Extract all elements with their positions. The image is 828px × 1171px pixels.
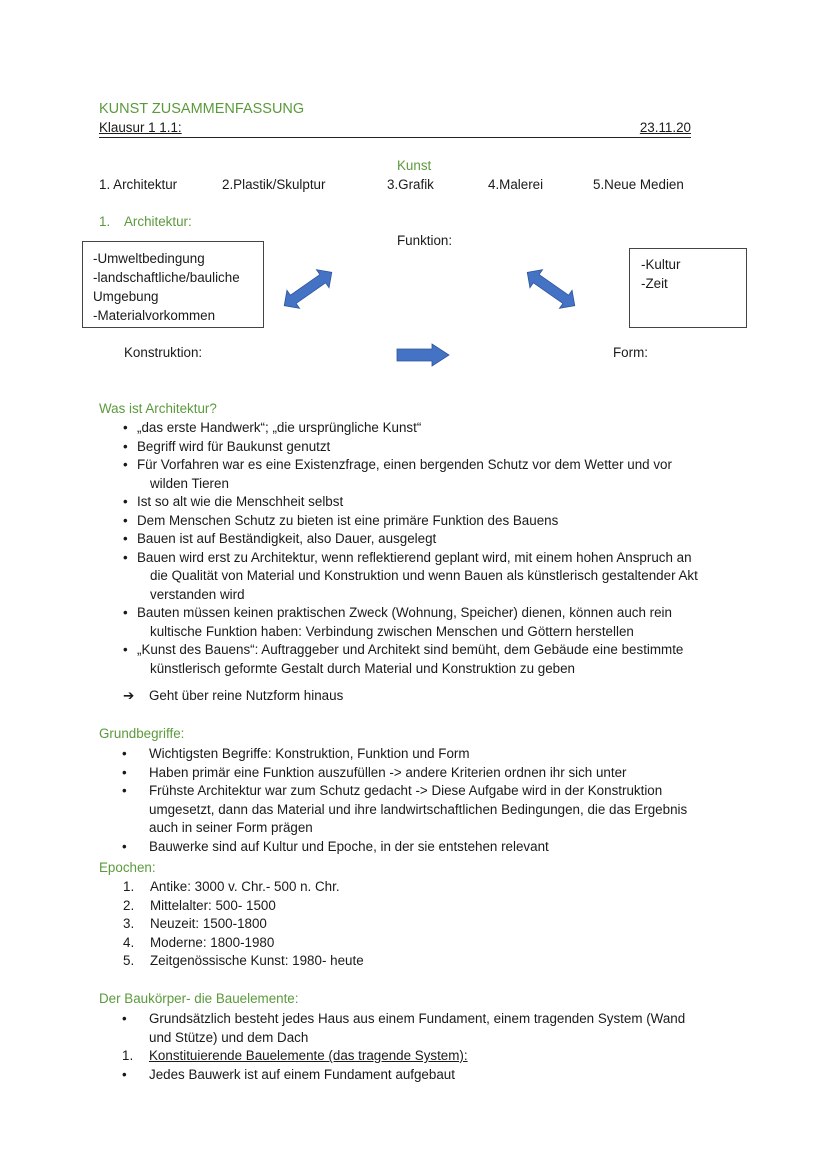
list-item: 3. Neuzeit: 1500-1800 xyxy=(123,916,267,931)
was-ist-list xyxy=(123,419,743,678)
funktion-label: Funktion: xyxy=(397,233,453,248)
factor-line: -Materialvorkommen xyxy=(93,308,216,323)
bullet-icon: • xyxy=(123,457,128,472)
list-item: 1. Antike: 3000 v. Chr.- 500 n. Chr. xyxy=(123,879,340,894)
category-plastik: 2.Plastik/Skulptur xyxy=(222,177,326,192)
double-arrow-icon xyxy=(280,266,336,312)
form-factors-box xyxy=(629,248,747,328)
list-item: • Grundsätzlich besteht jedes Haus aus einem Fundament, einem tragenden System (Wand und Stütze) und dem Dach xyxy=(122,1011,686,1045)
list-item: • Begriff wird für Baukunst genutzt xyxy=(123,438,743,457)
bullet-icon: • xyxy=(123,512,128,528)
bullet-icon: • xyxy=(122,746,127,761)
bullet-icon: • xyxy=(123,605,128,620)
epochen-heading: Epochen: xyxy=(99,860,156,875)
bullet-icon: • xyxy=(122,764,127,780)
list-item: • Ist so alt wie die Menschheit selbst xyxy=(123,493,743,512)
bullet-icon: • xyxy=(122,783,127,798)
form-label: Form: xyxy=(613,345,648,360)
list-item: • Für Vorfahren war es eine Existenzfrage, einen bergenden Schutz vor dem Wetter und vor wilden Tieren xyxy=(123,457,672,491)
document-title: KUNST ZUSAMMENFASSUNG xyxy=(99,101,305,117)
baukoerper-heading: Der Baukörper- die Bauelemente: xyxy=(99,991,299,1006)
factor-line: -Umweltbedingung xyxy=(93,251,205,266)
list-item: 4. Moderne: 1800-1980 xyxy=(123,934,275,950)
kunst-label: Kunst xyxy=(397,158,432,173)
category-neue-medien: 5.Neue Medien xyxy=(593,177,684,192)
grundbegriffe-heading: Grundbegriffe: xyxy=(99,726,185,741)
sub-heading: Konstituierende Bauelemente (das tragende System): xyxy=(149,1048,468,1063)
category-architektur: 1. Architektur xyxy=(99,177,178,192)
was-ist-architektur-heading: Was ist Architektur? xyxy=(99,401,217,416)
list-item: • Dem Menschen Schutz zu bieten ist eine primäre Funktion des Bauens xyxy=(123,512,743,531)
bullet-icon: • xyxy=(123,642,128,657)
conclusion-arrow-icon: ➔ xyxy=(123,688,135,703)
conclusion-text: Geht über reine Nutzform hinaus xyxy=(149,688,344,703)
bullet-icon: • xyxy=(123,549,128,565)
factor-line: -Zeit xyxy=(641,276,668,291)
subtitle-row xyxy=(99,120,691,138)
bullet-icon: • xyxy=(123,494,128,509)
category-grafik: 3.Grafik xyxy=(387,177,434,192)
list-item: 5. Zeitgenössische Kunst: 1980- heute xyxy=(123,953,364,968)
bullet-icon: • xyxy=(123,438,128,454)
factor-line: Umgebung xyxy=(93,289,159,304)
category-malerei: 4.Malerei xyxy=(488,177,544,192)
bullet-icon: • xyxy=(123,420,128,435)
double-arrow-icon xyxy=(523,266,579,312)
konstruktion-label: Konstruktion: xyxy=(124,345,203,360)
architektur-heading-number: 1. xyxy=(99,214,111,229)
bullet-icon: • xyxy=(122,1066,127,1082)
list-item: • „das erste Handwerk“; „die ursprüngliche Kunst“ xyxy=(123,419,743,438)
epochen-list xyxy=(123,878,723,971)
baukoerper-list xyxy=(122,1010,742,1084)
list-item: 2. Mittelalter: 500- 1500 xyxy=(123,897,276,913)
list-item: • Jedes Bauwerk ist auf einem Fundament aufgebaut xyxy=(122,1066,742,1085)
bullet-icon: • xyxy=(123,531,128,546)
konstruktion-factors-box xyxy=(82,241,264,328)
list-item: • Bauen wird erst zu Architektur, wenn reflektierend geplant wird, mit einem hohen Anspruch an die Qualität von Material und Konstruktion und wenn Bauen als künstlerisch gestaltender Akt verstanden wird xyxy=(123,549,698,602)
factor-line: -landschaftliche/bauliche xyxy=(93,270,240,285)
list-item: • Frühste Architektur war zum Schutz gedacht -> Diese Aufgabe wird in der Konstruktion umgesetzt, dann das Material und ihre landwirtschaftlichen Bedingungen, die das Ergebnis auch in seiner Form prägen xyxy=(122,783,688,835)
list-item: • Haben primär eine Funktion auszufüllen -> andere Kriterien ordnen ihr sich unter xyxy=(122,764,742,783)
right-arrow-icon xyxy=(396,343,450,367)
list-item: • Bauen ist auf Beständigkeit, also Dauer, ausgelegt xyxy=(123,530,743,549)
list-item: 1. Konstituierende Bauelemente (das tragende System): xyxy=(122,1047,742,1066)
date-label: 23.11.20 xyxy=(639,120,691,135)
list-item: • Wichtigsten Begriffe: Konstruktion, Funktion und Form xyxy=(122,745,742,764)
architektur-heading: Architektur: xyxy=(124,214,192,229)
factor-line: -Kultur xyxy=(641,257,681,272)
grundbegriffe-list xyxy=(122,745,742,856)
bullet-icon: • xyxy=(122,1011,127,1026)
list-item: • Bauwerke sind auf Kultur und Epoche, in der sie entstehen relevant xyxy=(122,838,742,857)
list-item: • Bauten müssen keinen praktischen Zweck (Wohnung, Speicher) dienen, können auch rein kultische Funktion haben: Verbindung zwischen Menschen und Göttern herstellen xyxy=(123,605,672,639)
bullet-icon: • xyxy=(122,838,127,854)
list-item: • „Kunst des Bauens“: Auftraggeber und Architekt sind bemüht, dem Gebäude eine bestimmte künstlerisch geformte Gestalt durch Material und Konstruktion zu geben xyxy=(123,642,684,676)
exam-label: Klausur 1 1.1: xyxy=(99,120,182,135)
